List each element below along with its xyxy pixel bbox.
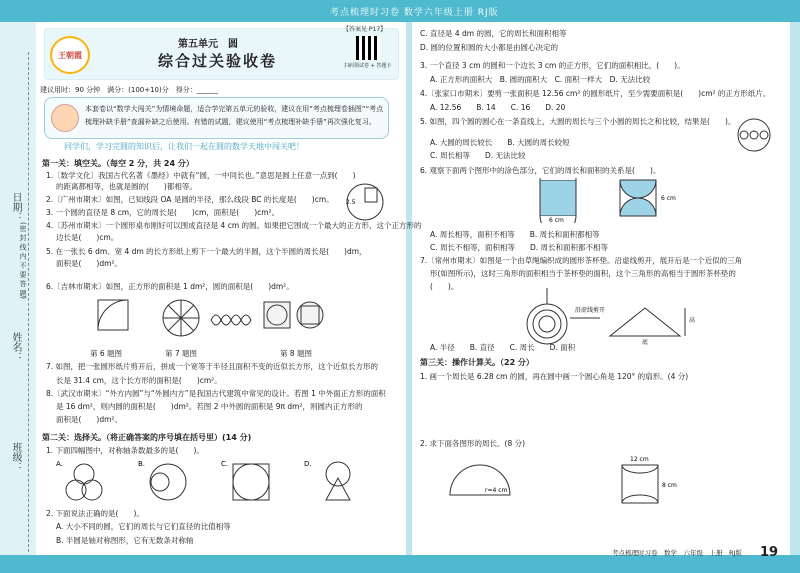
slogan: 同学们，学习完圆的知识后，让我们一起在圆的数学天地中闯关吧！ [64,142,304,151]
base-label: 底 [642,339,649,346]
option-d-label: D. [304,460,312,468]
right-line: 第三关：操作计算关。（22 分） [420,358,534,367]
left-line: 2. 下面说法正确的是( )。 [46,509,144,518]
area-figures [440,455,700,515]
left-line: 第一关：填空关。（每空 2 分，共 24 分） [42,159,194,168]
option-c-label: C. [221,460,229,468]
page-title: 综合过关验收卷 [158,52,278,70]
left-line: 7. 如图，把一张圆形纸片剪开后，拼成一个宽等于半径且面积不变的近似长方形，这个近似长方形的 [46,362,379,371]
seal-sidebar [0,22,36,555]
right-line: C. 周长相等 D. 无法比较 [430,151,526,160]
page-number: 19 [760,545,779,560]
seat-label: 日期： [10,192,21,222]
bottom-band [0,555,800,573]
left-line: A. 大小不同的圆，它们的周长与它们直径的比值相等 [56,522,231,531]
right-line: D. 圆的位置和圆的大小都是由圆心决定的 [420,43,559,52]
figures-6-7-8 [96,298,326,346]
right-line: 2. 求下面各图形的周长。(8 分) [420,439,526,448]
right-line: A. 周长相等，面积不相等 B. 周长和面积都相等 [430,230,600,239]
left-line: 6.〔吉林市期末〕如图，正方形的面积是 1 dm²，圆的面积是( )dm²。 [46,282,294,291]
right-line: A. 半径 B. 直径 C. 周长 D. 面积 [430,343,576,352]
left-line: 第 8 题图 [280,349,313,358]
right-line: 4.〔张家口市期末〕要剪一张面积是 12.56 cm² 的圆形纸片，至少需要面积是( )cm² 的正方形纸片。 [420,89,771,98]
right-line: A. 12.56 B. 14 C. 16 D. 20 [430,103,566,112]
seal-line [28,52,29,552]
left-line: B. 半圆是轴对称图形，它有无数条对称轴 [56,536,194,545]
left-line: 第二关：选择关。（将正确答案的序号填在括号里）(14 分) [42,433,252,442]
left-line: 3. 一个圆的直径是 8 cm，它的周长是( )cm，面积是( )cm²。 [46,208,280,217]
right-line: 1. 画一个周长是 6.28 cm 的圆，再在圆中画一个圆心角是 120° 的扇形。(4 分) [420,372,689,381]
cut-label: 沿虚线剪开 [575,307,606,314]
footer-text: 考点梳理时习卷 数学 六年级 上册 RJ版 [612,549,742,557]
left-line: 长是 31.4 cm，这个长方形的面积是( )cm²。 [56,376,222,385]
header-band-title: 考点梳理时习卷 数学六年级上册 RJ版 [330,8,499,18]
c8-label: 8 cm [662,482,677,489]
r4-label: r=4 cm [485,487,508,494]
fig6-label-b: 6 cm [661,195,676,202]
left-line: 第 6 题图 [90,349,123,358]
unit-label: 第五单元 圆 [178,39,238,50]
q2-label-25: 2.5 [346,199,356,206]
notice-text: 本套卷以“数学大闯关”为情境命题，适合学完第五单元的验收，建议在用“考点梳理卷插图”“考点梳理补缺手册”查漏补缺之后使用。有错的试题，建议使用“考点梳理补缺手册”再次强化复习。 [85,105,384,126]
choice-q1-figures [56,460,396,506]
q7-mat-figure [525,286,710,346]
exam-info: 建议用时：90 分钟 满分：(100+10)分 得分：______ [40,86,218,94]
left-line: 8.〔武汉市期末〕“外方内圆”与“外圆内方”是我国古代建筑中常见的设计。若图 1 中外面正方形的面积 [46,389,386,398]
qr-label: 扫码领试卷 + 答题卡 [344,63,392,69]
option-b-label: B. [138,460,146,468]
right-line: A. 正方形的面积大 B. 圆的面积大 C. 面积一样大 D. 无法比较 [430,75,651,84]
logo-text: 王朝霞 [58,51,82,60]
class-label: 班级： [10,442,21,472]
student-avatar-icon [51,104,79,132]
fig6-label-a: 6 cm [549,217,564,223]
c12-label: 12 cm [630,456,649,463]
name-label: 姓名： [10,332,21,362]
seal-note: (密 封 线 内 不 要 答 题) [19,222,27,300]
left-line: 2.〔广州市期末〕如图，已知线段 OA 是圆的半径，那么线段 BC 的长度是( )cm。 [46,195,334,204]
left-line: 面积是( )dm²。 [56,415,122,424]
qr-code-icon[interactable] [356,36,380,60]
right-line: 5. 如图，四个圆的圆心在一条直线上，大圆的周长与三个小圆的周长之和比较，结果是( )。 [420,117,736,126]
top-band [0,0,800,22]
notice-box [44,97,389,139]
left-line: 4.〔苏州市期末〕一个圆形桌布刚好可以围成直径是 4 cm 的圆。如果把它围成一个最大的正方形，这个正方形的 [46,221,422,230]
q5-circles-figure [728,118,780,152]
left-line: 边长是( )cm。 [56,233,119,242]
brand-logo [50,36,90,74]
q6-shaded-figures [535,178,685,223]
right-line: C. 周长不相等，面积相等 D. 周长和面积都不相等 [430,243,609,252]
q2-circle-figure [345,180,390,225]
left-line: 1.〔数学文化〕我国古代名著《墨经》中就有“圆，一中同长也。”意思是圆上任意一点到( ) [46,171,356,180]
answer-ref: 【答案见 P17】 [343,26,387,33]
left-line: 5. 在一张长 6 dm、宽 4 dm 的长方形纸上剪下一个最大的半圆，这个半圆的周长是( )dm， [46,247,367,256]
right-line: 3. 一个直径 3 cm 的圆和一个边长 3 cm 的正方形，它们的面积相比，( )。 [420,61,685,70]
right-line: 6. 观察下面两个图形中的涂色部分，它们的周长和面积的关系是( )。 [420,166,661,175]
height-label: 高 [689,317,696,324]
right-line: ( )。 [430,282,459,291]
right-line: C. 直径是 4 dm 的圆，它的周长和面积相等 [420,29,567,38]
left-line: 1. 下面四幅图中，对称轴条数最多的是( )。 [46,446,204,455]
left-line: 面积是( )dm²。 [56,259,122,268]
right-line: 7.〔常州市期末〕如图是一个由草绳编织成的圆形茶杯垫。沿虚线剪开，展开后是一个近似的三角 [420,256,743,265]
left-line: 是 16 dm²，则内圆的面积是( )dm²。若图 2 中外圆的面积是 9π dm²，则圆内正方形的 [56,402,363,411]
option-a-label: A. [56,460,63,468]
left-line: 的距离都相等，也就是圆的( )都相等。 [56,182,197,191]
right-line: A. 大圆的周长较长 B. 大圆的周长较短 [430,138,570,147]
right-line: 形(如图所示)，这时三角形的面积相当于茶杯垫的面积，这个三角形的高相当于圆形茶杯垫的 [430,269,736,278]
left-line: 第 7 题图 [165,349,198,358]
